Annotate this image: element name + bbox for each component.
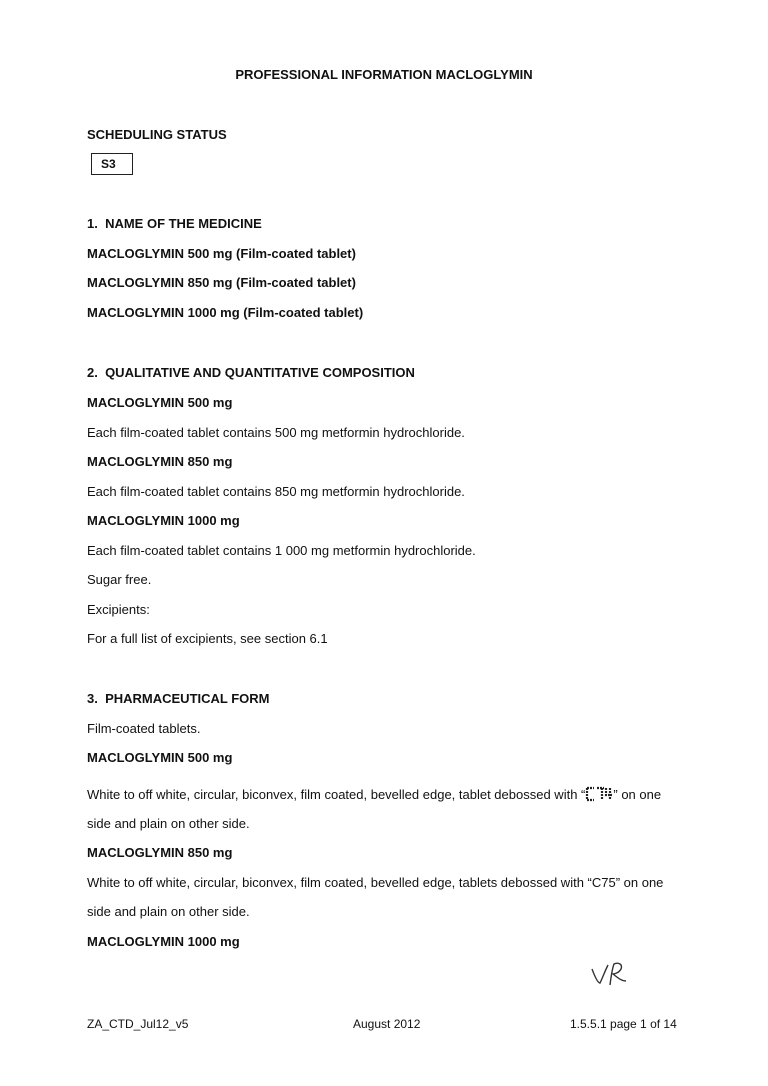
description-500-text-end: ” on one [613, 787, 662, 802]
form-sub-500: MACLOGLYMIN 500 mg [87, 750, 233, 765]
footer-document-code: ZA_CTD_Jul12_v5 [87, 1017, 189, 1031]
footer-date: August 2012 [353, 1017, 421, 1031]
form-sub-850: MACLOGLYMIN 850 mg [87, 845, 233, 860]
composition-sub-500: MACLOGLYMIN 500 mg [87, 395, 233, 410]
composition-text-850: Each film-coated tablet contains 850 mg metformin hydrochloride. [87, 484, 465, 499]
composition-sub-850: MACLOGLYMIN 850 mg [87, 454, 233, 469]
page-title: PROFESSIONAL INFORMATION MACLOGLYMIN [235, 67, 533, 82]
section-3-heading: 3. PHARMACEUTICAL FORM [87, 691, 270, 706]
medicine-name-1000: MACLOGLYMIN 1000 mg (Film-coated tablet) [87, 305, 364, 320]
excipients-label: Excipients: [87, 602, 150, 617]
handwritten-initials-signature [590, 955, 630, 991]
scheduling-status-box: S3 [91, 153, 133, 175]
description-500-line-2: side and plain on other side. [87, 816, 250, 831]
sugar-free-text: Sugar free. [87, 572, 152, 587]
description-500-line-1 [87, 786, 661, 805]
composition-sub-1000: MACLOGLYMIN 1000 mg [87, 513, 240, 528]
composition-text-500: Each film-coated tablet contains 500 mg metformin hydrochloride. [87, 425, 465, 440]
scheduling-heading: SCHEDULING STATUS [87, 127, 227, 142]
description-850-line-1: White to off white, circular, biconvex, film coated, bevelled edge, tablets debossed with “C75” on one [87, 875, 664, 890]
footer-page-number: 1.5.5.1 page 1 of 14 [570, 1017, 677, 1031]
description-500-text-start: White to off white, circular, biconvex, film coated, bevelled edge, tablet debossed with “ [87, 787, 586, 802]
section-1-heading: 1. NAME OF THE MEDICINE [87, 216, 262, 231]
pharmaceutical-form-text: Film-coated tablets. [87, 721, 201, 736]
medicine-name-500: MACLOGLYMIN 500 mg (Film-coated tablet) [87, 246, 356, 261]
deboss-mark-image [585, 786, 613, 805]
form-sub-1000: MACLOGLYMIN 1000 mg [87, 934, 240, 949]
medicine-name-850: MACLOGLYMIN 850 mg (Film-coated tablet) [87, 275, 356, 290]
section-2-heading: 2. QUALITATIVE AND QUANTITATIVE COMPOSITION [87, 365, 415, 380]
composition-text-1000: Each film-coated tablet contains 1 000 mg metformin hydrochloride. [87, 543, 476, 558]
description-850-line-2: side and plain on other side. [87, 904, 250, 919]
excipients-reference: For a full list of excipients, see section 6.1 [87, 631, 328, 646]
